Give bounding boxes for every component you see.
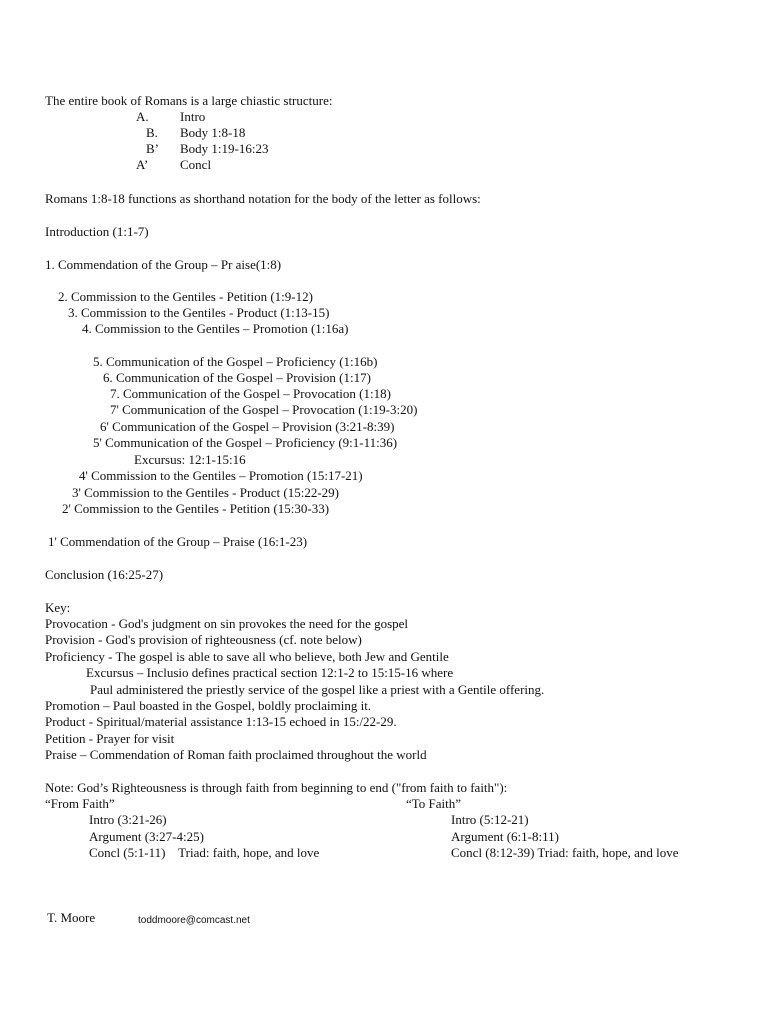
from-faith-item: Concl (5:1-11) Triad: faith, hope, and love	[89, 845, 320, 860]
conclusion-line: Conclusion (16:25-27)	[45, 567, 164, 582]
chiasm-line: 6' Communication of the Gospel – Provision (3:21-8:39)	[100, 419, 395, 434]
chiasm-line: 2. Commission to the Gentiles - Petition (1:9-12)	[58, 289, 313, 304]
key-line: Provocation - God's judgment on sin provokes the need for the gospel	[45, 616, 409, 631]
chiasm-line: 1. Commendation of the Group – Pr aise(1:8)	[45, 257, 282, 272]
outline-item	[136, 157, 211, 173]
outline-marker: A.	[136, 109, 149, 124]
outline-text: Intro	[180, 109, 206, 124]
chiasm-line: 2' Commission to the Gentiles - Petition (15:30-33)	[62, 501, 330, 516]
outline-item	[146, 141, 268, 157]
key-line: Provision - God's provision of righteousness (cf. note below)	[45, 632, 362, 647]
chiasm-line: 5' Communication of the Gospel – Proficiency (9:1-11:36)	[93, 435, 398, 450]
from-faith-item: Argument (3:27-4:25)	[89, 829, 204, 844]
author-email: toddmoore@comcast.net	[138, 915, 250, 926]
to-faith-item: Concl (8:12-39) Triad: faith, hope, and love	[451, 845, 679, 860]
from-faith-heading: “From Faith”	[45, 796, 115, 811]
outline-text: Concl	[180, 157, 212, 172]
chiasm-line: 6. Communication of the Gospel – Provision (1:17)	[103, 370, 371, 385]
key-line: Product - Spiritual/material assistance 1:13-15 echoed in 15:/22-29.	[45, 714, 397, 729]
note-line: Note: God’s Righteousness is through faith from beginning to end ("from faith to faith"):	[45, 780, 508, 795]
key-line: Proficiency - The gospel is able to save all who believe, both Jew and Gentile	[45, 649, 449, 664]
outline-item	[146, 125, 245, 141]
intro-line: The entire book of Romans is a large chiastic structure:	[45, 93, 333, 108]
from-faith-item: Intro (3:21-26)	[89, 812, 167, 827]
key-line: Promotion – Paul boasted in the Gospel, boldly proclaiming it.	[45, 698, 372, 713]
outline-text: Body 1:8-18	[180, 125, 246, 140]
author-name: T. Moore	[47, 910, 96, 925]
excursus-line: Excursus: 12:1-15:16	[134, 452, 246, 467]
outline-text: Body 1:19-16:23	[180, 141, 269, 156]
key-line: Praise – Commendation of Roman faith proclaimed throughout the world	[45, 747, 427, 762]
chiasm-line: 7. Communication of the Gospel – Provocation (1:18)	[110, 386, 391, 401]
key-line: Petition - Prayer for visit	[45, 731, 175, 746]
chiasm-line: 5. Communication of the Gospel – Proficiency (1:16b)	[93, 354, 378, 369]
to-faith-item: Argument (6:1-8:11)	[451, 829, 559, 844]
key-line: Excursus – Inclusio defines practical section 12:1-2 to 15:15-16 where	[86, 665, 454, 680]
outline-marker: A’	[136, 157, 149, 172]
chiasm-line: 3' Commission to the Gentiles - Product (15:22-29)	[72, 485, 340, 500]
to-faith-heading: “To Faith”	[406, 796, 462, 811]
introduction-line: Introduction (1:1-7)	[45, 224, 149, 239]
key-line: Paul administered the priestly service of the gospel like a priest with a Gentile offering.	[90, 682, 545, 697]
to-faith-item: Intro (5:12-21)	[451, 812, 529, 827]
shorthand-line: Romans 1:8-18 functions as shorthand notation for the body of the letter as follows:	[45, 191, 481, 206]
outline-marker: B.	[146, 125, 158, 140]
chiasm-line: 4' Commission to the Gentiles – Promotion (15:17-21)	[79, 468, 363, 483]
outline-marker: B’	[146, 141, 159, 156]
outline-item	[136, 109, 205, 125]
key-heading: Key:	[45, 600, 71, 615]
chiasm-line: 7' Communication of the Gospel – Provocation (1:19-3:20)	[110, 402, 418, 417]
chiasm-line: 3. Commission to the Gentiles - Product (1:13-15)	[68, 305, 330, 320]
chiasm-line: 1' Commendation of the Group – Praise (16:1-23)	[48, 534, 308, 549]
chiasm-line: 4. Commission to the Gentiles – Promotion (1:16a)	[82, 321, 349, 336]
